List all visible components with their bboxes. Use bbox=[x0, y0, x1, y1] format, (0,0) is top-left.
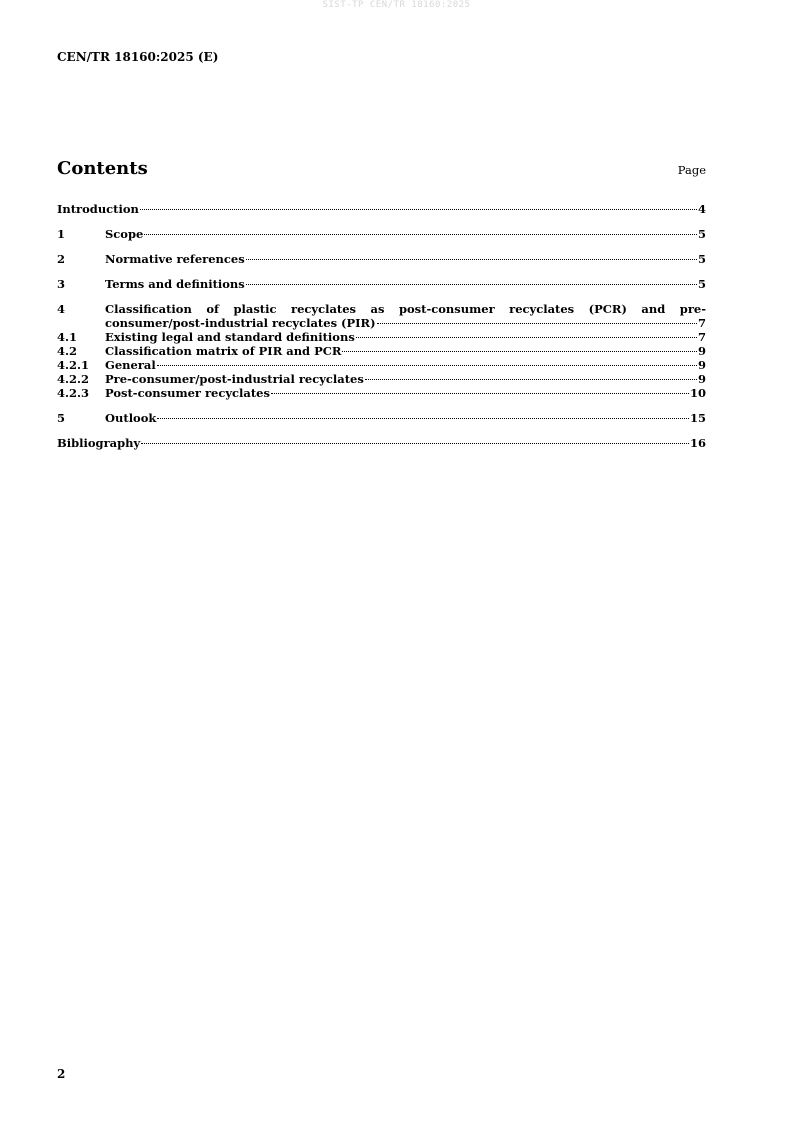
leader-dots bbox=[140, 209, 697, 210]
toc-entry-page: 5 bbox=[697, 277, 706, 291]
toc-entry-number: 4.2.3 bbox=[57, 386, 90, 400]
toc-entry-number: 4.1 bbox=[57, 330, 78, 344]
toc-entry-number: 5 bbox=[57, 411, 66, 425]
toc-entry-title-line1: Classification of plastic recyclates as post-consumer recyclates (PCR) and pre- bbox=[105, 302, 706, 316]
leader-dots bbox=[342, 351, 697, 352]
toc-entry-number: 4.2.1 bbox=[57, 358, 90, 372]
leader-dots bbox=[271, 393, 689, 394]
toc-entry-title: Terms and definitions bbox=[105, 277, 245, 291]
leader-dots bbox=[365, 379, 697, 380]
toc-entry-post-consumer[interactable] bbox=[57, 386, 706, 400]
toc-entry-classification[interactable] bbox=[57, 302, 706, 330]
contents-heading: Contents bbox=[57, 158, 148, 179]
toc-entry-title: Pre-consumer/post-industrial recyclates bbox=[105, 372, 364, 386]
toc-entry-scope[interactable] bbox=[57, 227, 706, 241]
toc-entry-existing-definitions[interactable] bbox=[57, 330, 706, 344]
leader-dots bbox=[246, 284, 697, 285]
page-number: 2 bbox=[57, 1067, 66, 1081]
toc-entry-page: 5 bbox=[697, 252, 706, 266]
toc-entry-number: 4 bbox=[57, 302, 66, 316]
toc-entry-page: 7 bbox=[697, 330, 706, 344]
toc-entry-title: Introduction bbox=[57, 202, 139, 216]
toc-entry-terms-definitions[interactable] bbox=[57, 277, 706, 291]
toc-entry-title: Existing legal and standard definitions bbox=[105, 330, 355, 344]
toc-entry-page: 5 bbox=[697, 227, 706, 241]
leader-dots bbox=[141, 443, 689, 444]
toc-entry-page: 7 bbox=[697, 316, 706, 330]
toc-entry-introduction[interactable] bbox=[57, 202, 706, 216]
toc-entry-number: 4.2.2 bbox=[57, 372, 90, 386]
leader-dots bbox=[144, 234, 697, 235]
table-of-contents bbox=[57, 202, 706, 450]
toc-entry-page: 15 bbox=[689, 411, 706, 425]
toc-entry-page: 9 bbox=[697, 372, 706, 386]
toc-entry-title: Bibliography bbox=[57, 436, 141, 450]
toc-entry-title-line2: consumer/post-industrial recyclates (PIR) bbox=[105, 316, 376, 330]
toc-entry-title: Normative references bbox=[105, 252, 245, 266]
leader-dots bbox=[157, 365, 697, 366]
toc-entry-title: Outlook bbox=[105, 411, 157, 425]
page-column-label: Page bbox=[677, 163, 706, 177]
toc-entry-title: Scope bbox=[105, 227, 144, 241]
toc-entry-number: 2 bbox=[57, 252, 66, 266]
leader-dots bbox=[246, 259, 697, 260]
toc-entry-pre-consumer[interactable] bbox=[57, 372, 706, 386]
watermark: SIST-TP CEN/TR 18160:2025 bbox=[322, 0, 471, 10]
toc-entry-page: 16 bbox=[689, 436, 706, 450]
toc-entry-outlook[interactable] bbox=[57, 411, 706, 425]
leader-dots bbox=[377, 323, 697, 324]
toc-entry-number: 4.2 bbox=[57, 344, 78, 358]
toc-entry-title: Classification matrix of PIR and PCR bbox=[105, 344, 342, 358]
toc-entry-general[interactable] bbox=[57, 358, 706, 372]
toc-entry-normative-references[interactable] bbox=[57, 252, 706, 266]
toc-entry-classification-matrix[interactable] bbox=[57, 344, 706, 358]
toc-entry-number: 3 bbox=[57, 277, 66, 291]
leader-dots bbox=[157, 418, 689, 419]
toc-entry-bibliography[interactable] bbox=[57, 436, 706, 450]
document-identifier: CEN/TR 18160:2025 (E) bbox=[57, 50, 219, 64]
toc-entry-number: 1 bbox=[57, 227, 66, 241]
toc-entry-page: 4 bbox=[697, 202, 706, 216]
toc-entry-page: 9 bbox=[697, 358, 706, 372]
leader-dots bbox=[356, 337, 697, 338]
toc-entry-title: General bbox=[105, 358, 156, 372]
toc-entry-page: 10 bbox=[689, 386, 706, 400]
toc-entry-page: 9 bbox=[697, 344, 706, 358]
toc-entry-title: Post-consumer recyclates bbox=[105, 386, 270, 400]
